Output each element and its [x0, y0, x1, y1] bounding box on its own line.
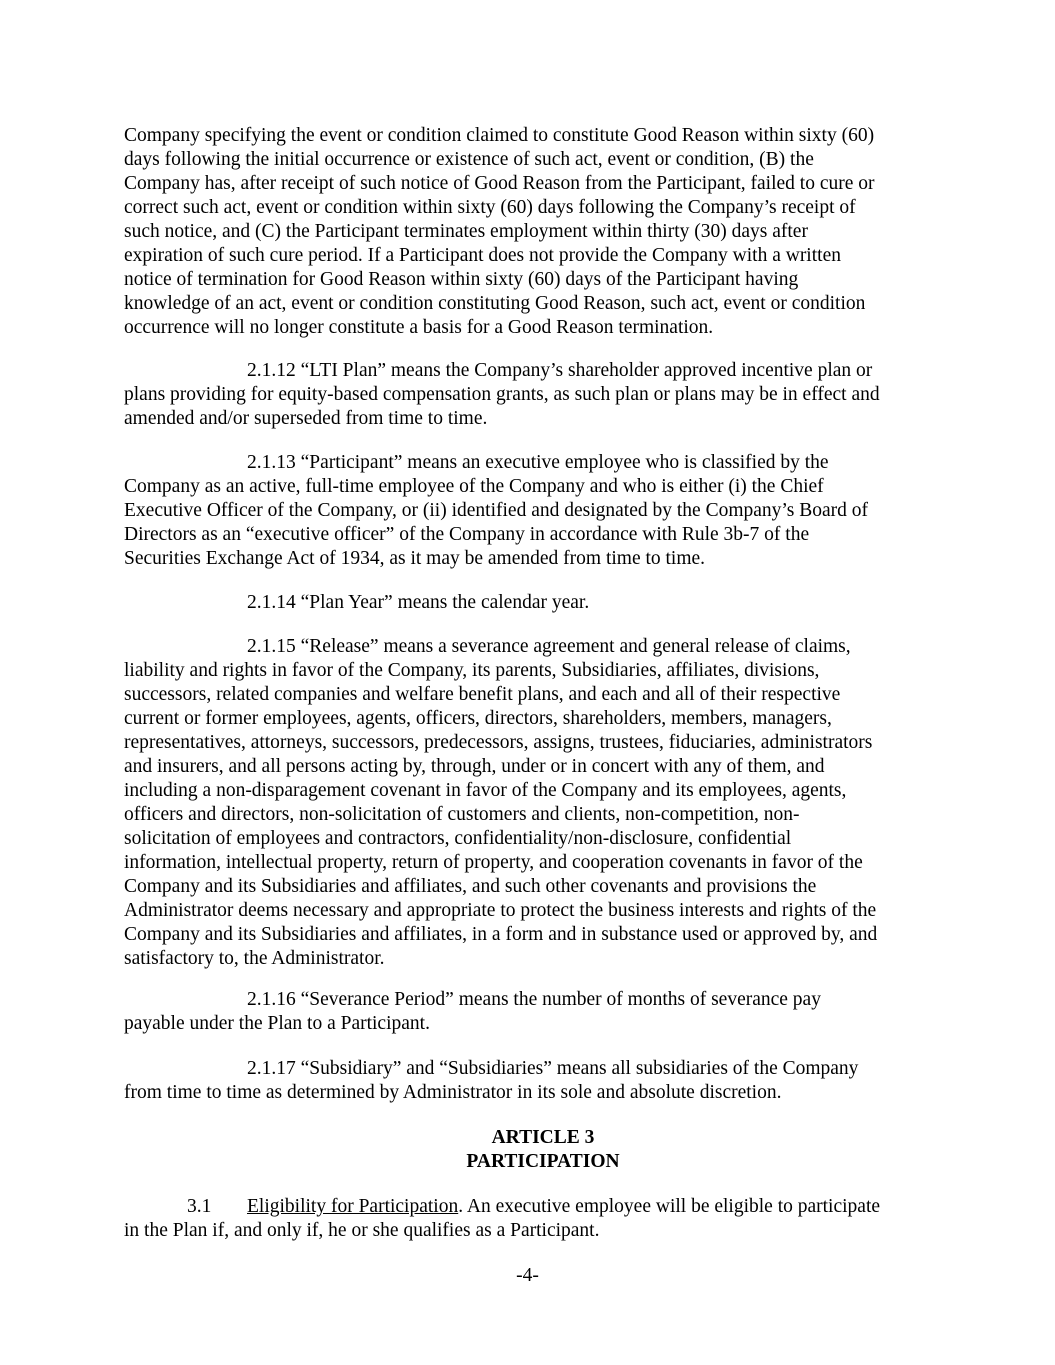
text-line: such notice, and (C) the Participant terminates employment within thirty (30) days after: [124, 221, 808, 242]
text-line: 2.1.14 “Plan Year” means the calendar year.: [247, 592, 590, 613]
section-number: 3.1: [187, 1196, 212, 1217]
text-line: solicitation of employees and contractors, confidentiality/non-disclosure, confidential: [124, 828, 792, 849]
text-line: . An executive employee will be eligible to participate: [458, 1196, 881, 1217]
text-line: days following the initial occurrence or existence of such act, event or condition, (B) the: [124, 149, 814, 170]
text-line: Company specifying the event or condition claimed to constitute Good Reason within sixty (60): [124, 125, 875, 146]
text-line: from time to time as determined by Administrator in its sole and absolute discretion.: [124, 1082, 782, 1103]
text-line: officers and directors, non-solicitation of customers and clients, non-competition, non-: [124, 804, 800, 825]
text-line: liability and rights in favor of the Company, its parents, Subsidiaries, affiliates, divisions,: [124, 660, 820, 681]
text-line: 2.1.12 “LTI Plan” means the Company’s shareholder approved incentive plan or: [247, 360, 873, 381]
definition-2-1-14: [124, 591, 930, 615]
definition-2-1-13: [124, 451, 930, 571]
text-line: Directors as an “executive officer” of the Company in accordance with Rule 3b-7 of the: [124, 524, 810, 545]
definition-2-1-16: [124, 988, 930, 1036]
text-line: Company as an active, full-time employee of the Company and who is either (i) the Chief: [124, 476, 824, 497]
text-line: 2.1.15 “Release” means a severance agreement and general release of claims,: [247, 636, 851, 657]
section-3-1: [124, 1195, 930, 1243]
text-line: information, intellectual property, return of property, and cooperation covenants in favor of the: [124, 852, 863, 873]
article-title: PARTICIPATION: [466, 1151, 620, 1172]
text-line: payable under the Plan to a Participant.: [124, 1013, 430, 1034]
definition-2-1-12: [124, 359, 930, 431]
text-line: current or former employees, agents, officers, directors, shareholders, members, managers,: [124, 708, 832, 729]
page-number: -4-: [516, 1265, 539, 1286]
text-line: plans providing for equity-based compensation grants, as such plan or plans may be in effect and: [124, 384, 880, 405]
text-line: Executive Officer of the Company, or (ii) identified and designated by the Company’s Board of: [124, 500, 869, 521]
text-line: representatives, attorneys, successors, predecessors, assigns, trustees, fiduciaries, administrators: [124, 732, 873, 753]
text-line: Administrator deems necessary and appropriate to protect the business interests and rights of the: [124, 900, 877, 921]
paragraph-good-reason-continuation: [124, 124, 930, 340]
text-line: in the Plan if, and only if, he or she qualifies as a Participant.: [124, 1220, 600, 1241]
text-line: knowledge of an act, event or condition constituting Good Reason, such act, event or condition: [124, 293, 866, 314]
text-line: amended and/or superseded from time to time.: [124, 408, 488, 429]
text-line: notice of termination for Good Reason within sixty (60) days of the Participant having: [124, 269, 799, 290]
text-line: Company and its Subsidiaries and affiliates, and such other covenants and provisions the: [124, 876, 817, 897]
text-line: 2.1.17 “Subsidiary” and “Subsidiaries” means all subsidiaries of the Company: [247, 1058, 859, 1079]
text-line: occurrence will no longer constitute a basis for a Good Reason termination.: [124, 317, 714, 338]
text-line: expiration of such cure period. If a Participant does not provide the Company with a written: [124, 245, 841, 266]
text-line: Company and its Subsidiaries and affiliates, in a form and in substance used or approved by, and: [124, 924, 878, 945]
article-number: ARTICLE 3: [491, 1127, 595, 1148]
definition-2-1-15: [124, 635, 930, 971]
text-line: Company has, after receipt of such notice of Good Reason from the Participant, failed to cure or: [124, 173, 875, 194]
text-line: 2.1.13 “Participant” means an executive employee who is classified by the: [247, 452, 829, 473]
text-line: including a non-disparagement covenant in favor of the Company and its employees, agents,: [124, 780, 847, 801]
text-line: 2.1.16 “Severance Period” means the number of months of severance pay: [247, 989, 821, 1010]
text-line: correct such act, event or condition within sixty (60) days following the Company’s receipt of: [124, 197, 856, 218]
section-heading: Eligibility for Participation: [247, 1196, 459, 1217]
text-line: Securities Exchange Act of 1934, as it may be amended from time to time.: [124, 548, 706, 569]
text-line: successors, related companies and welfare benefit plans, and each and all of their respective: [124, 684, 841, 705]
definition-2-1-17: [124, 1057, 930, 1105]
article-heading: [124, 1126, 962, 1174]
text-line: and insurers, and all persons acting by, through, under or in concert with any of them, and: [124, 756, 825, 777]
text-line: satisfactory to, the Administrator.: [124, 948, 385, 969]
